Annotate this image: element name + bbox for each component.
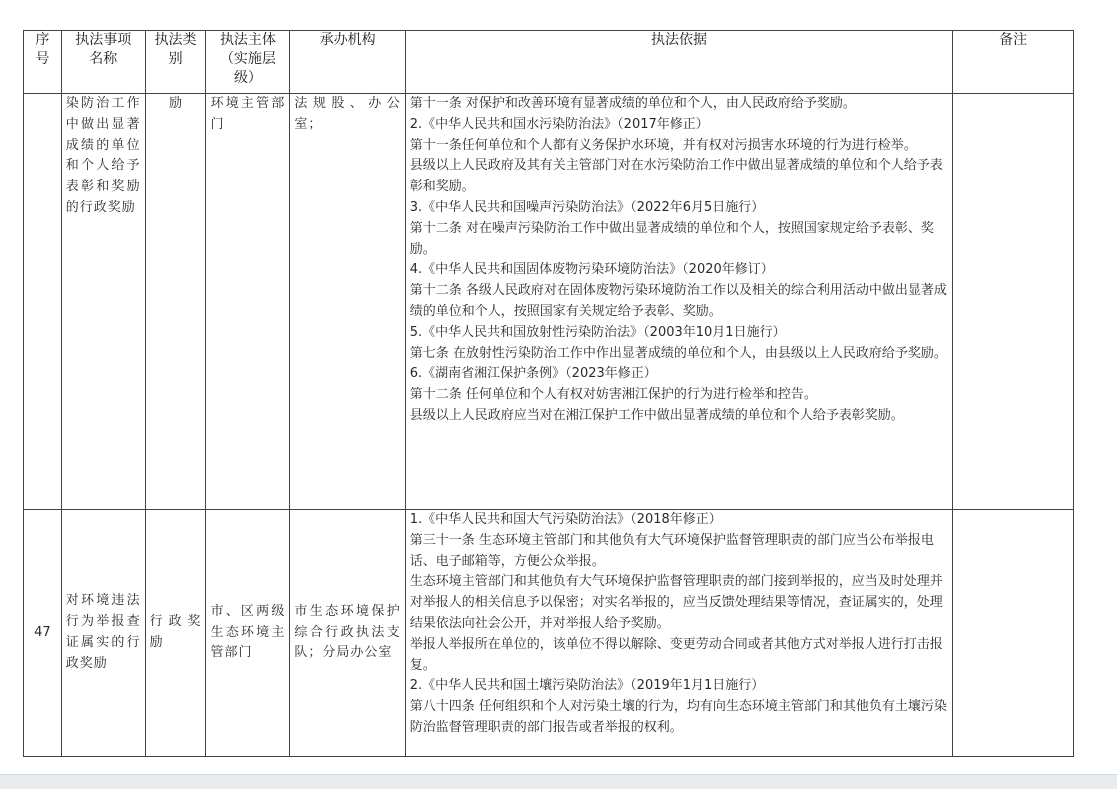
row-note (953, 510, 1074, 757)
row-org: 法规股、办公室； (290, 94, 405, 510)
header-note: 备注 (953, 31, 1074, 94)
row-type: 励 (145, 94, 206, 510)
basis-line: 县级以上人民政府应当对在湘江保护工作中做出显著成绩的单位和个人给予表彰奖励。 (409, 407, 904, 423)
header-no: 序号 (24, 31, 62, 94)
row-org: 市生态环境保护综合行政执法支队；分局办公室 (290, 510, 405, 757)
basis-line: 3.《中华人民共和国噪声污染防治法》（2022年6月5日施行） (409, 199, 765, 215)
row-number: 47 (24, 510, 62, 757)
row-note (953, 94, 1074, 510)
row-item-name: 染防治工作中做出显著成绩的单位和个人给予表彰和奖励的行政奖励 (61, 94, 145, 510)
basis-line: 第七条 在放射性污染防治工作中作出显著成绩的单位和个人，由县级以上人民政府给予奖励。 (409, 345, 947, 361)
basis-line: 5.《中华人民共和国放射性污染防治法》（2003年10月1日施行） (409, 324, 786, 340)
basis-line: 1.《中华人民共和国大气污染防治法》（2018年修正） (409, 512, 722, 527)
header-org: 承办机构 (290, 31, 405, 94)
table-header-row (24, 31, 1074, 94)
basis-line: 第十一条 对保护和改善环境有显著成绩的单位和个人，由人民政府给予奖励。 (409, 96, 856, 111)
row-subject: 市、区两级生态环境主管部门 (206, 510, 290, 757)
basis-line: 6.《湖南省湘江保护条例》（2023年修正） (409, 366, 657, 382)
enforcement-table (23, 30, 1074, 757)
page-bottom-edge (0, 774, 1117, 789)
row-subject: 环境主管部门 (206, 94, 290, 510)
basis-line: 第十二条 对在噪声污染防治工作中做出显著成绩的单位和个人，按照国家规定给予表彰、奖励。 (409, 220, 934, 257)
table-row (24, 510, 1074, 757)
row-type: 行政奖励 (145, 510, 206, 757)
basis-line: 第十二条 任何单位和个人有权对妨害湘江保护的行为进行检举和控告。 (409, 387, 817, 403)
header-item: 执法事项名称 (61, 31, 145, 94)
basis-line: 4.《中华人民共和国固体废物污染环境防治法》（2020年修订） (409, 262, 774, 278)
basis-line: 第十一条任何单位和个人都有义务保护水环境，并有权对污损害水环境的行为进行检举。 (409, 137, 917, 153)
basis-line: 生态环境主管部门和其他负有大气环境保护监督管理职责的部门接到举报的，应当及时处理并对举报人的相关信息予以保密；对实名举报的，应当反馈处理结果等情况，查证属实的，处理结果依法向社会公开，并对举报人给予奖励。 (409, 574, 943, 631)
row-basis (405, 94, 953, 510)
header-subject: 执法主体（实施层级） (206, 31, 290, 94)
header-type: 执法类别 (145, 31, 206, 94)
basis-line: 第十二条 各级人民政府对在固体废物污染环境防治工作以及相关的综合利用活动中做出显著成绩的单位和个人，按照国家有关规定给予表彰、奖励。 (409, 283, 947, 319)
basis-line: 举报人举报所在单位的，该单位不得以解除、变更劳动合同或者其他方式对举报人进行打击报复。 (409, 636, 943, 673)
table-row (24, 94, 1074, 510)
basis-line: 2.《中华人民共和国土壤污染防治法》（2019年1月1日施行） (409, 678, 765, 694)
row-number (24, 94, 62, 510)
basis-line: 第三十一条 生态环境主管部门和其他负有大气环境保护监督管理职责的部门应当公布举报电话、电子邮箱等，方便公众举报。 (409, 532, 934, 569)
row-item-name: 对环境违法行为举报查证属实的行政奖励 (61, 510, 145, 757)
basis-line: 2.《中华人民共和国水污染防治法》（2017年修正） (409, 116, 709, 132)
header-basis: 执法依据 (405, 31, 953, 94)
basis-line: 第八十四条 任何组织和个人对污染土壤的行为，均有向生态环境主管部门和其他负有土壤污染防治监督管理职责的部门报告或者举报的权利。 (409, 699, 947, 735)
basis-line: 县级以上人民政府及其有关主管部门对在水污染防治工作中做出显著成绩的单位和个人给予表彰和奖励。 (409, 158, 943, 195)
row-basis (405, 510, 953, 757)
